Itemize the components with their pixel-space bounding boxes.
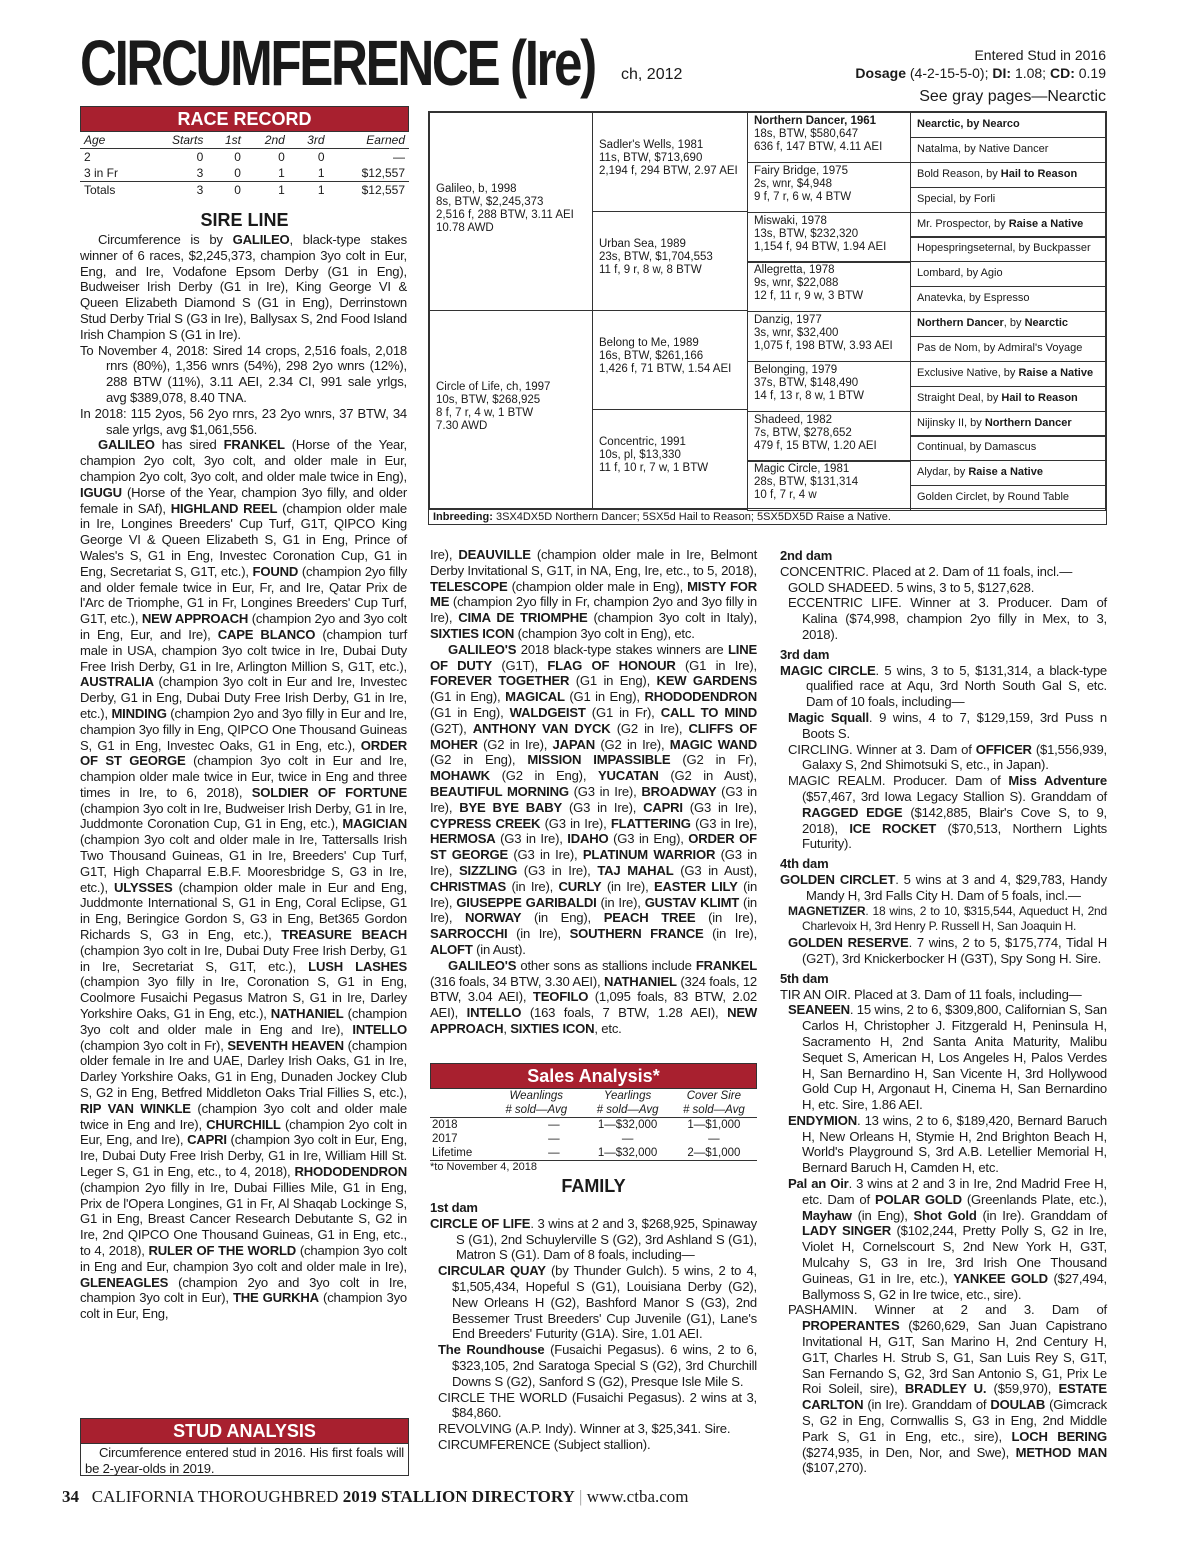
first-dam-heading: 1st dam: [430, 1200, 478, 1215]
pedigree-g4-cell: Hopespringseternal, by Buckpasser: [910, 236, 1106, 262]
pedigree-g3-cell: [747, 162, 911, 213]
pedigree-g4-cell: Continual, by Damascus: [910, 435, 1106, 461]
pedigree-g3-info: 28s, BTW, $131,314 10 f, 7 r, 4 w: [754, 476, 859, 502]
col-age: Age: [84, 133, 106, 147]
stud-analysis: [80, 1418, 409, 1476]
stud-info: [855, 46, 1106, 82]
race-record-title: RACE RECORD: [80, 106, 409, 132]
table-row: 3 in Fr 3 0 1 1 $12,557: [80, 165, 409, 182]
second-dam-heading: 2nd dam: [780, 548, 833, 563]
third-dam-heading: 3rd dam: [780, 646, 830, 662]
pedigree-g3-cell: [747, 212, 911, 263]
horse-name: CIRCUMFERENCE (Ire): [80, 27, 595, 99]
pedigree-g2: Urban Sea, 1989 23s, BTW, $1,704,553 11 f, 9 r, 8 w, 8 BTW: [592, 211, 748, 311]
pedigree-g3-name: Fairy Bridge, 1975: [754, 164, 848, 177]
pedigree-g3-info: 3s, wnr, $32,400 1,075 f, 198 BTW, 3.93 AEI: [754, 327, 893, 352]
pedigree-g4-cell: Anatevka, by Espresso: [910, 286, 1106, 312]
pedigree-g4-cell: Natalma, by Native Dancer: [910, 137, 1106, 163]
family-continued: 2nd dam CONCENTRIC. Placed at 2. Dam of 11 foals, incl.— GOLD SHADEED. 5 wins, 3 to 5, $127,628. ECCENTRIC LIFE. Winner at 3. Producer. Dam of Kalina ($74,998, champion 2yo filly in Mex, to 3, 2018). 3rd dam MAGIC CIRCLE. 5 wins, 3 to 5, $131,314, a black-type qualified race at Aqu, 3rd North South Gal S, etc. Dam of 10 foals, including— Magic Squall. 9 wins, 4 to 7, $129,159, 3rd Puss n Boots S. CIRCLING. Winner at 3. Dam of OFFICER ($1,556,939, Galaxy S, 2nd Shimotsuki S, etc., in Japan). MAGIC REALM. Producer. Dam of Miss Adventure ($57,467, 3rd Iowa Legacy Stallion S). Granddam of RAGGED EDGE ($142,885, Blair's Cove S, to 9, 2018), ICE ROCKET ($70,513, Northern Lights Futurity). 4th dam GOLDEN CIRCLET. 5 wins at 3 and 4, $29,783, Handy Mandy H, 3rd Falls City H. Dam of 5 foals, incl.— MAGNETIZER. 18 wins, 2 to 10, $315,544, Aqueduct H, 2nd Charlevoix H, 3rd Henry P. Russell H, San Joaquin H. GOLDEN RESERVE. 7 wins, 2 to 5, $175,774, Tidal H (G2T), 3rd Knickerbocker H (G3T), Spy Song H. Sire. 5th dam TIR AN OIR. Placed at 3. Dam of 11 foals, including— SEANEEN. 15 wins, 2 to 6, $309,800, Californian S, San Carlos H, Christopher J. Fitzgerald H, Peninsula H, Sacramento H, 2nd Santa Anita Maturity, Malibu Sequet S, American H, Los Angeles H, Palos Verdes H, San Bernardino H, San Vicente H, 3rd Hollywood Gold Cup H, Argonaut H, Cinema H, San Bernardino H, etc. Sire, 1.86 AEI. ENDYMION. 13 wins, 2 to 6, $189,420, Bernard Baruch H, New Orleans H, Stymie H, 2nd Brighton Beach H, World's Playground S, 3rd A.B. Letellier Memorial H, Bernard Baruch H, Camden H, etc. Pal an Oir. 3 wins at 2 and 3 in Ire, 2nd Madrid Free H, etc. Dam of POLAR GOLD (Greenlands Plate, etc.), Mayhaw (in Eng), Shot Gold (in Ire). Granddam of LADY SINGER ($102,244, Pretty Polly S, G2 in Ire, Violet H, Cornelscourt S, 2nd New York H, G3T, Mulcahy S, G3 in Ire, 3rd Irish One Thousand Guineas, G1 in Ire, etc.), YANKEE GOLD ($27,494, Ballymoss S, G2 in Ire twice, etc., sire). PASHAMIN. Winner at 2 and 3. Dam of PROPERANTES ($260,629, San Juan Capistrano Invitational H, G1T, San Marino H, 2nd Century H, G1T, Charles H. Strub S, G1, San Luis Rey S, G1T, San Fernando S, G2, 3rd San Antonio S, G1, Prix Le Roi Soleil, sire), BRADLEY U. ($59,970), ESTATE CARLTON (in Ire). Granddam of DOULAB (Gimcrack S, G2 in Eng, Cornwallis S, G3 in Eng, 2nd Middle Park S, G1 in Eng, etc., sire), LOCH BERING ($274,935, in Den, Nor, and Swe), METHOD MAN ($107,270).: [780, 548, 1108, 1476]
table-row: Totals 3 0 1 1 $12,557: [84, 183, 405, 197]
pedigree-g3-name: Danzig, 1977: [754, 314, 822, 326]
pedigree-g4-cell: Lombard, by Agio: [910, 261, 1106, 287]
pedigree-g2: Belong to Me, 1989 16s, BTW, $261,166 1,426 f, 71 BTW, 1.54 AEI: [592, 310, 748, 410]
pedigree-g4-cell: Nijinsky II, by Northern Dancer: [910, 411, 1106, 437]
page-number: 34: [62, 1487, 79, 1506]
pedigree-g2: Concentric, 1991 10s, pl, $13,330 11 f, 10 r, 7 w, 1 BTW: [592, 409, 748, 510]
dosage-line: Dosage (4-2-15-5-0); DI: 1.08; CD: 0.19: [855, 65, 1106, 81]
sales-analysis: [430, 1063, 757, 1173]
pedigree-g4-cell: Special, by Forli: [910, 187, 1106, 213]
col-first: 1st: [224, 133, 241, 147]
fifth-dam-heading: 5th dam: [780, 970, 829, 986]
pedigree-g2: Sadler's Wells, 1981 11s, BTW, $713,690 2,194 f, 294 BTW, 2.97 AEI: [592, 112, 748, 212]
website-link[interactable]: www.ctba.com: [586, 1487, 689, 1506]
stud-entered: Entered Stud in 2016: [974, 47, 1106, 63]
table-row: 2017 — — —: [432, 1133, 720, 1145]
family-first-dam: 1st dam CIRCLE OF LIFE. 3 wins at 2 and 3, $268,925, Spinaway S (G1), 2nd Schuylerville S (G2), 3rd Ashland S (G1), Matron S (G1). Dam of 8 foals, including— CIRCULAR QUAY (by Thunder Gulch). 5 wins, 2 to 4, $1,505,434, Hopeful S (G1), Louisiana Derby (G2), New Orleans H (G2), Bashford Manor S (G3), 2nd Bessemer Trust Breeders' Cup Juvenile (G1), Lane's End Breeders' Futurity (G1A). Sire, 1.01 AEI. The Roundhouse (Fusaichi Pegasus). 6 wins, 2 to 6, $323,105, 2nd Saratoga Special S (G2), 3rd Churchill Downs S (G2), Sanford S (G2), Presque Isle Mile S. CIRCLE THE WORLD (Fusaichi Pegasus). 2 wins at 3, $84,860. REVOLVING (A.P. Indy). Winner at 3, $25,341. Sire. CIRCUMFERENCE (Subject stallion).: [430, 1200, 758, 1452]
horse-description: ch, 2012: [621, 66, 683, 83]
pedigree-g3-cell: [747, 261, 911, 312]
pedigree-g3-name: Belonging, 1979: [754, 363, 838, 376]
pedigree-g4-cell: Northern Dancer, by Nearctic: [910, 311, 1106, 337]
pedigree-g3-info: 9s, wnr, $22,088 12 f, 11 r, 9 w, 3 BTW: [754, 277, 864, 303]
inbreeding-line: Inbreeding: 3SX4DX5D Northern Dancer; 5SX5d Hail to Reason; 5SX5DX5D Raise a Native.: [429, 508, 1106, 524]
sales-note: *to November 4, 2018: [430, 1161, 538, 1173]
col-third: 3rd: [307, 133, 325, 147]
col-starts: Starts: [172, 133, 204, 147]
gray-pages-note: See gray pages—Nearctic: [919, 88, 1106, 105]
col-second: 2nd: [264, 133, 285, 147]
sire-line-title: SIRE LINE: [200, 210, 289, 230]
pedigree-g3-cell: [747, 311, 911, 362]
pedigree-g3-cell: [747, 460, 911, 511]
fourth-dam-heading: 4th dam: [780, 856, 829, 872]
pedigree-g3-name: Shadeed, 1982: [754, 413, 833, 426]
pedigree-dam: Circle of Life, ch, 1997 10s, BTW, $268,925 8 f, 7 r, 4 w, 1 BTW 7.30 AWD: [429, 310, 593, 510]
race-record-table: [80, 132, 409, 198]
pedigree-sire: Galileo, b, 1998 8s, BTW, $2,245,373 2,516 f, 288 BTW, 3.11 AEI 10.78 AWD: [429, 112, 593, 311]
pedigree-g4-cell: Straight Deal, by Hail to Reason: [910, 386, 1106, 412]
sire-line-continued: Ire), DEAUVILLE (champion older male in Ire, Belmont Derby Invitational S, G1T, in NA, Eng, Ire, etc., to 5, 2018), TELESCOPE (champion older male in Eng), MISTY FOR ME (champion 2yo filly in Fr, champion 2yo and 3yo filly in Ire), CIMA DE TRIOMPHE (champion 3yo colt in Italy), SIXTIES ICON (champion 3yo colt in Eng), etc. GALILEO'S 2018 black-type stakes winners are LINE OF DUTY (G1T), FLAG OF HONOUR (G1 in Ire), FOREVER TOGETHER (G1 in Eng), KEW GARDENS (G1 in Eng), MAGICAL (G1 in Eng), RHODODENDRON (G1 in Eng), WALDGEIST (G1 in Fr), CALL TO MIND (G2T), ANTHONY VAN DYCK (G2 in Ire), CLIFFS OF MOHER (G2 in Ire), JAPAN (G2 in Ire), MAGIC WAND (G2 in Eng), MISSION IMPASSIBLE (G2 in Fr), MOHAWK (G2 in Eng), YUCATAN (G2 in Aust), BEAUTIFUL MORNING (G3 in Ire), BROADWAY (G3 in Ire), BYE BYE BABY (G3 in Ire), CAPRI (G3 in Ire), CYPRESS CREEK (G3 in Ire), FLATTERING (G3 in Ire), HERMOSA (G3 in Ire), IDAHO (G3 in Eng), ORDER OF ST GEORGE (G3 in Ire), PLATINUM WARRIOR (G3 in Ire), SIZZLING (G3 in Ire), TAJ MAHAL (G3 in Aust), CHRISTMAS (in Ire), CURLY (in Ire), EASTER LILY (in Ire), GIUSEPPE GARIBALDI (in Ire), GUSTAV KLIMT (in Ire), NORWAY (in Eng), PEACH TREE (in Ire), SARROCCHI (in Ire), SOUTHERN FRANCE (in Ire), ALOFT (in Aust). GALILEO'S other sons as stallions include FRANKEL (316 foals, 34 BTW, 3.30 AEI), NATHANIEL (324 foals, 12 BTW, 3.04 AEI), TEOFILO (1,095 foals, 83 BTW, 2.02 AEI), INTELLO (163 foals, 7 BTW, 1.28 AEI), NEW APPROACH, SIXTIES ICON, etc.: [430, 547, 758, 1036]
sales-table: Weanlings Yearlings Cover Sire # sold—Avg # sold—Avg # sold—Avg 2018 — 1—$32,000 1—$1,000 2017 — — — Lifetime — 1—$32,000 2—$1,000: [430, 1089, 757, 1161]
publication-name: CALIFORNIA THOROUGHBRED: [91, 1487, 339, 1506]
pedigree-g3-info: 13s, BTW, $232,320 1,154 f, 94 BTW, 1.94 AEI: [754, 227, 887, 253]
pedigree-g3-info: 7s, BTW, $278,652 479 f, 15 BTW, 1.20 AEI: [754, 426, 877, 452]
table-row: Lifetime — 1—$32,000 2—$1,000: [430, 1146, 757, 1161]
pedigree-chart: [428, 111, 1107, 525]
race-record: [80, 106, 409, 198]
pedigree-g3-cell: [747, 361, 911, 412]
sales-analysis-title: Sales Analysis*: [430, 1063, 757, 1089]
pedigree-g3-info: 18s, BTW, $580,647 636 f, 147 BTW, 4.11 AEI: [754, 128, 883, 153]
col-earned: Earned: [366, 133, 405, 147]
table-row: 2 0 0 0 0 —: [84, 150, 405, 164]
pedigree-g4-cell: Mr. Prospector, by Raise a Native: [910, 212, 1106, 238]
pedigree-g3-name: Allegretta, 1978: [754, 264, 835, 277]
pedigree-g4-cell: Bold Reason, by Hail to Reason: [910, 162, 1106, 188]
pedigree-g3-info: 37s, BTW, $148,490 14 f, 13 r, 8 w, 1 BTW: [754, 376, 864, 402]
page-footer: 34 CALIFORNIA THOROUGHBRED 2019 STALLION DIRECTORY | www.ctba.com: [62, 1487, 689, 1506]
pedigree-g4-cell: Exclusive Native, by Raise a Native: [910, 361, 1106, 387]
pedigree-g3-name: Miswaki, 1978: [754, 214, 827, 227]
pedigree-g4-cell: Golden Circlet, by Round Table: [910, 485, 1106, 511]
pedigree-g4-cell: Nearctic, by Nearco: [910, 112, 1106, 138]
pedigree-g3-info: 2s, wnr, $4,948 9 f, 7 r, 6 w, 4 BTW: [754, 177, 852, 203]
stud-analysis-text: Circumference entered stud in 2016. His first foals will be 2-year-olds in 2019.: [85, 1445, 404, 1476]
pedigree-g3-cell: [747, 112, 911, 163]
pedigree-g3-cell: [747, 411, 911, 462]
stud-analysis-title: STUD ANALYSIS: [81, 1419, 408, 1444]
table-row: 2018 — 1—$32,000 1—$1,000: [432, 1119, 741, 1131]
directory-name: 2019 STALLION DIRECTORY: [342, 1487, 575, 1506]
pedigree-g3-name: Magic Circle, 1981: [754, 463, 850, 476]
sire-line-text: Circumference is by GALILEO, black-type stakes winner of 6 races, $2,245,373, champion 3yo colt in Eur, Eng, and Ire, Vodafone Epsom Derby (G1 in Eng), Budweiser Irish Derby (G1 in Ire), King George VI & Queen Elizabeth Diamond S (G1 in Eng), Derrinstown Stud Derby Trial S (G3 in Ire), Ballysax S, 2nd Food Island Irish Champion S (G1 in Ire). To November 4, 2018: Sired 14 crops, 2,516 foals, 2,018 rnrs (80%), 1,356 wnrs (54%), 298 2yo wnrs (12%), 288 BTW (11%), 3.11 AEI, 2.34 CI, 991 sale yrlgs, avg $389,078, 8.40 TNA. In 2018: 115 2yos, 56 2yo rnrs, 23 2yo wnrs, 37 BTW, 34 sale yrlgs, avg $1,061,556. GALILEO has sired FRANKEL (Horse of the Year, champion 2yo colt, 3yo colt, and older male in Eur, champion 2yo colt, 3yo colt, and older male twice in Eng), IGUGU (Horse of the Year, champion 3yo filly, and older female in SAf), HIGHLAND REEL (champion older male in Ire, Longines Breeders' Cup Turf, G1T, QIPCO King George VI & Queen Elizabeth S, G1 in Eng, Prince of Wales's S, G1 in Eng, Investec Coronation Cup, G1 in Eng, Secretariat S, G1T, etc.), FOUND (champion 2yo filly and older female twice in Eur, Fr, and Ire, Qatar Prix de l'Arc de Triomphe, G1 in Fr, Longines Breeders' Cup Turf, G1T, etc.), NEW APPROACH (champion 2yo and 3yo colt in Eng, Eur, and Ire), CAPE BLANCO (champion turf male in USA, champion 3yo colt twice in Ire, Dubai Duty Free Irish Derby, G1 in Ire, Arlington Million S, G1T, etc.), AUSTRALIA (champion 3yo colt in Eur and Ire, Investec Derby, G1 in Eng, Dubai Duty Free Irish Derby, G1 in Ire, etc.), MINDING (champion 2yo and 3yo filly in Eur and Ire, champion 3yo filly in Eng, QIPCO One Thousand Guineas S, G1 in Eng, Investec Oaks, G1 in Eng, etc.), ORDER OF ST GEORGE (champion 3yo colt in Eur and Ire, champion older male twice in Eur, twice in Eng and three times in Ire, to 6, 2018), SOLDIER OF FORTUNE (champion 3yo colt in Ire, Budweiser Irish Derby, G1 in Ire, Juddmonte Coronation Cup, G1 in Eng, etc.), MAGICIAN (champion 3yo colt and older male in Ire, Tattersalls Irish Two Thousand Guineas, G1 in Ire, Breeders' Cup Turf, G1T, High Chaparral E.B.F. Mooresbridge S, G3 in Ire, etc.), ULYSSES (champion older male in Eur and Eng, Juddmonte International S, G1 in Eng, Coral Eclipse, G1 in Eng, Beringice Gordon S, G3 in Eng, Bet365 Gordon Richards S, G3 in Eng, etc.), TREASURE BEACH (champion 3yo colt in Ire, Dubai Duty Free Irish Derby, G1 in Ire, Secretariat S, G1T, etc.), LUSH LASHES (champion 3yo filly in Ire, Coronation S, G1 in Eng, Coolmore Fusaichi Pegasus Matron S, G1 in Ire, Darley Yorkshire Oaks, G1 in Eng, etc.), NATHANIEL (champion 3yo colt and older male in Eng and Ire), INTELLO (champion 3yo colt in Fr), SEVENTH HEAVEN (champion older female in Ire and UAE, Darley Irish Oaks, G1 in Ire, Darley Yorkshire Oaks, G1 in Eng, Dunaden Jockey Club S, G2 in Eng, Betfred Middleton Oaks Trial Fillies S, etc.), RIP VAN WINKLE (champion 3yo colt and older male twice in Eng and Ire), CHURCHILL (champion 2yo colt in Eur, Eng, and Ire), CAPRI (champion 3yo colt in Eur, Eng, Ire, Dubai Duty Free Irish Derby, G1 in Ire, William Hill St. Leger S, G1 in Eng, etc., to 4, 2018), RHODODENDRON (champion 2yo filly in Ire, Dubai Fillies Mile, G1 in Eng, Prix de l'Opera Longines, G1 in Fr, Al Shaqab Lockinge S, G1 in Eng, Breast Cancer Research Debutante S, G2 in Ire, 2nd QIPCO One Thousand Guineas, G1 in Eng, etc., to 4, 2018), RULER OF THE WORLD (champion 3yo colt in Eng and Eur, champion 3yo colt and older male in Ire), GLENEAGLES (champion 2yo and 3yo colt in Ire, champion 3yo colt in Eur), THE GURKHA (champion 3yo colt in Eur, Eng,: [80, 232, 408, 1322]
family-title: FAMILY: [561, 1176, 626, 1196]
pedigree-g3-name: Northern Dancer, 1961: [754, 115, 877, 127]
pedigree-g4-cell: Pas de Nom, by Admiral's Voyage: [910, 336, 1106, 362]
pedigree-g4-cell: Alydar, by Raise a Native: [910, 460, 1106, 486]
